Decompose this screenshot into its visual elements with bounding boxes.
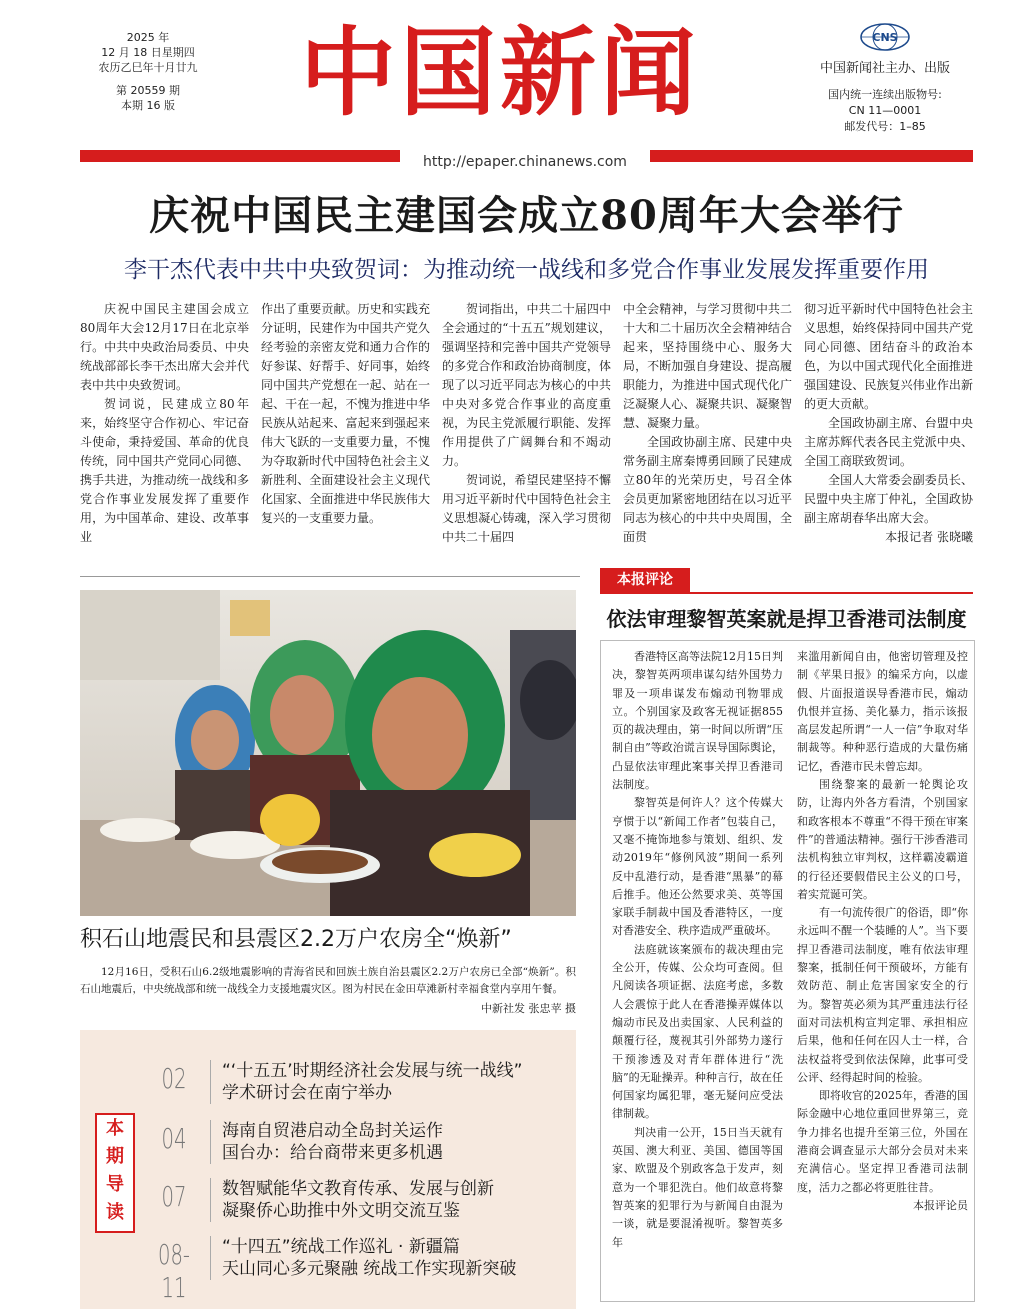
issue-guide-badge	[95, 1113, 135, 1233]
paragraph: 全国政协副主席、民建中央常务副主席秦博勇回顾了民建成立80年的光荣历史，号召全体会员更加紧密地团结在以习近平同志为核心的中共中央周围，全面贯	[623, 435, 792, 544]
lead-article-columns	[80, 300, 973, 555]
guide-text	[222, 1120, 443, 1164]
lead-col-2	[261, 300, 430, 555]
publisher: 中国新闻社主办、出版	[819, 61, 950, 76]
commentary-col-1	[612, 648, 783, 1288]
paragraph: 即将收官的2025年，香港的国际金融中心地位重回世界第三，竞争力排名也提升至第三位，外国在港商会调查显示大部分会员对未来充满信心。坚定捍卫香港司法制度，活力之都必将更胜往昔。	[797, 1089, 968, 1194]
lead-subhead: 李干杰代表中共中央致贺词：为推动统一战线和多党合作事业发展发挥重要作用	[124, 257, 929, 283]
guide-text	[222, 1236, 516, 1280]
guide-item[interactable]	[140, 1236, 570, 1304]
badge-char: 本	[106, 1118, 124, 1139]
masthead	[300, 8, 740, 138]
guide-line: 数智赋能华文教育传承、发展与创新	[222, 1179, 494, 1199]
paragraph: 黎智英是何许人？这个传媒大亨惯于以“新闻工作者”包装自己，又毫不掩饰地参与策划、组织、发动2019年“修例风波”期间一系列反中乱港行动，是香港“黑暴”的幕后推手。他还公然要求美、英等国家联手制裁中国及香港特区，一度对香港安全、秩序造成严重破坏。	[612, 796, 783, 938]
date-block	[88, 30, 208, 113]
photo-credit: 中新社发 张忠苹 摄	[481, 1002, 576, 1015]
postal-code: 邮发代号：1–85	[844, 120, 926, 133]
guide-line: 国台办：给台商带来更多机遇	[222, 1143, 443, 1163]
paragraph: 贺词说，希望民建坚持不懈用习近平新时代中国特色社会主义思想凝心铸魂，深入学习贯彻中共二十届四	[442, 473, 611, 544]
guide-item[interactable]	[140, 1060, 570, 1104]
guide-page-number: 02	[161, 1062, 187, 1095]
newspaper-title: 中国新闻	[300, 16, 700, 129]
villagers-dining-photo	[80, 590, 576, 916]
lead-headline: 庆祝中国民主建国会成立80周年大会举行	[149, 192, 904, 239]
guide-page-number: 04	[161, 1122, 187, 1155]
date-year: 2025 年	[126, 31, 170, 44]
lead-col-5	[804, 300, 973, 555]
guide-divider	[210, 1178, 211, 1222]
guide-line: 海南自贸港启动全岛封关运作	[222, 1121, 443, 1141]
paragraph: 贺词指出，中共二十届四中全会通过的“十五五”规划建议，强调坚持和完善中国共产党领导的多党合作和政治协商制度，体现了以习近平同志为核心的中共中央对多党合作事业的高度重视，为民主党派履行职能、发挥作用提供了广阔舞台和不竭动力。	[442, 302, 611, 468]
guide-line: 学术研讨会在南宁举办	[222, 1083, 392, 1103]
news-photo	[80, 590, 576, 916]
section-divider	[80, 576, 580, 577]
guide-divider	[210, 1120, 211, 1164]
paragraph: 香港特区高等法院12月15日判决，黎智英两项串谋勾结外国势力罪及一项串谋发布煽动刊物罪成立。个别国家及政客无视证据855页的裁决理由，第一时间以所谓“压制自由”等政治谎言误导国际舆论，凸显依法审理此案事关捍卫香港司法制度。	[612, 650, 783, 792]
badge-char: 期	[106, 1146, 124, 1167]
guide-item[interactable]	[140, 1120, 570, 1164]
paragraph: 彻习近平新时代中国特色社会主义思想，始终保持同中国共产党同心同德、团结奋斗的政治本色，为以中国式现代化全面推进强国建设、民族复兴伟业作出新的更大贡献。	[804, 302, 973, 411]
commentary-tag: 本报评论	[600, 568, 690, 592]
paragraph: 中全会精神，与学习贯彻中共二十大和二十届历次全会精神结合起来，坚持围绕中心、服务大局，不断加强自身建设、提高履职能力，为推进中国式现代化广泛凝聚人心、凝聚共识、凝聚智慧、凝聚力量。	[623, 302, 792, 430]
guide-line: 凝聚侨心助推中外文明交流互鉴	[222, 1201, 460, 1221]
serial-number: CN 11—0001	[848, 104, 922, 117]
paragraph: 有一句流传很广的俗语，即“你永远叫不醒一个装睡的人”。当下要捍卫香港司法制度，唯有依法审理黎案，抵制任何干预破坏，方能有效防范、制止危害国家安全的行为。黎智英必须为其严重违法行径面对司法机构宣判定罪、承担相应后果，他和任何在囚人士一样，合法权益将受到依法保障，此事可受公评、经得起时间的检验。	[797, 906, 968, 1084]
paragraph: 贺词说，民建成立80年来，始终坚守合作初心、牢记奋斗使命，秉持爱国、革命的优良传统，同中国共产党同心同德、携手共进，为推动统一战线和多党合作事业发展发挥了重要作用，为中国革命、建设、改革事业	[80, 397, 249, 544]
lead-col-3	[442, 300, 611, 555]
lunar-date: 农历乙巳年十月廿九	[98, 61, 198, 74]
guide-divider	[210, 1060, 211, 1104]
paragraph: 全国人大常委会副委员长、民盟中央主席丁仲礼，全国政协副主席胡春华出席大会。	[804, 473, 973, 525]
serial-label: 国内统一连续出版物号:	[828, 88, 942, 101]
guide-text	[222, 1178, 494, 1222]
guide-text	[222, 1060, 522, 1104]
guide-line: “‘十五五’时期经济社会发展与统一战线”	[222, 1061, 523, 1081]
guide-divider	[210, 1236, 211, 1280]
paragraph: 法庭就该案颁布的裁决理由完全公开，传媒、公众均可查阅。但凡阅读各项证据、法庭考虑，多数人会震惊于此人在香港操弄媒体以煽动市民及出卖国家、人民利益的颠覆行径，蔑视其引外部势力遂行干预渗透及对青年群体进行“洗脑”的无耻操弄。种种言行，故在任何国家均属犯罪，毫无疑问应受法律制裁。	[612, 942, 783, 1121]
paragraph: 围绕黎案的最新一轮舆论攻防，让海内外各方看清，个别国家和政客根本不尊重“不得干预在审案件”的普通法精神。强行干涉香港司法机构独立审判权，这样霸凌霸道的行径还要假借民主公义的口号，着实荒诞可笑。	[797, 778, 968, 901]
commentary-byline: 本报评论员	[913, 1198, 968, 1212]
commentary-title: 依法审理黎智英案就是捍卫香港司法制度	[606, 607, 967, 631]
commentary-rule	[600, 592, 973, 594]
photo-caption-title: 积石山地震民和县震区2.2万户农房全“焕新”	[80, 927, 512, 952]
epaper-url[interactable]: http://epaper.chinanews.com	[423, 154, 627, 170]
paragraph: 来滥用新闻自由，他密切管理及控制《苹果日报》的编采方向，以虚假、片面报道误导香港市民，煽动仇恨并宣扬、美化暴力，指示该报高层发起所谓“一人一信”争取对华制裁等。种种恶行造成的大量伤痛记忆，香港市民未曾忘却。	[797, 650, 968, 773]
cns-logo-icon	[859, 22, 911, 52]
badge-char: 读	[106, 1202, 124, 1223]
date-day: 12 月 18 日星期四	[101, 46, 195, 59]
photo-caption-text: 12月16日，受积石山6.2级地震影响的青海省民和回族土族自治县震区2.2万户农房已全部“焕新”。积石山地震后，中央统战部和统一战线全力支援地震灾区。图为村民在金田草滩新村幸福食堂内享用午餐。	[80, 966, 576, 995]
paragraph: 庆祝中国民主建国会成立80周年大会12月17日在北京举行。中共中央政治局委员、中央统战部部长李干杰出席大会并代表中共中央致贺词。	[80, 302, 249, 392]
guide-page-number: 07	[161, 1180, 187, 1213]
commentary-col-2	[797, 648, 968, 1288]
guide-item[interactable]	[140, 1178, 570, 1222]
paragraph: 作出了重要贡献。历史和实践充分证明，民建作为中国共产党久经考验的亲密友党和通力合作的好参谋、好帮手、好同事，始终同中国共产党想在一起、站在一起、干在一起，不愧为推进中华民族从站起来、富起来到强起来伟大飞跃的一支重要力量，不愧为夺取新时代中国特色社会主义新胜利、全面建设社会主义现代化国家、全面推进中华民族伟大复兴的一支重要力量。	[261, 302, 430, 525]
commentary-columns	[612, 648, 968, 1288]
lead-byline: 本报记者 张晓曦	[885, 530, 973, 544]
guide-line: “十四五”统战工作巡礼 · 新疆篇	[222, 1237, 460, 1257]
page-count: 本期 16 版	[121, 99, 175, 112]
paragraph: 判决甫一公开，15日当天就有英国、澳大利亚、美国、德国等国家、欧盟及个别政客急于发声，刻意为一个罪犯洗白。他们故意将黎智英案的犯罪行为与新闻自由混为一谈，就是要混淆视听。黎智英多年	[612, 1125, 783, 1249]
guide-line: 天山同心多元聚融 统战工作实现新突破	[222, 1259, 517, 1279]
publisher-block	[800, 22, 970, 135]
paragraph: 全国政协副主席、台盟中央主席苏辉代表各民主党派中央、全国工商联致贺词。	[804, 416, 973, 468]
lead-col-4	[623, 300, 792, 555]
issue-number: 第 20559 期	[116, 84, 180, 97]
badge-char: 导	[106, 1174, 124, 1195]
guide-page-number: 08-11	[157, 1238, 191, 1304]
lead-col-1	[80, 300, 249, 555]
svg-text:CNS: CNS	[872, 31, 898, 44]
